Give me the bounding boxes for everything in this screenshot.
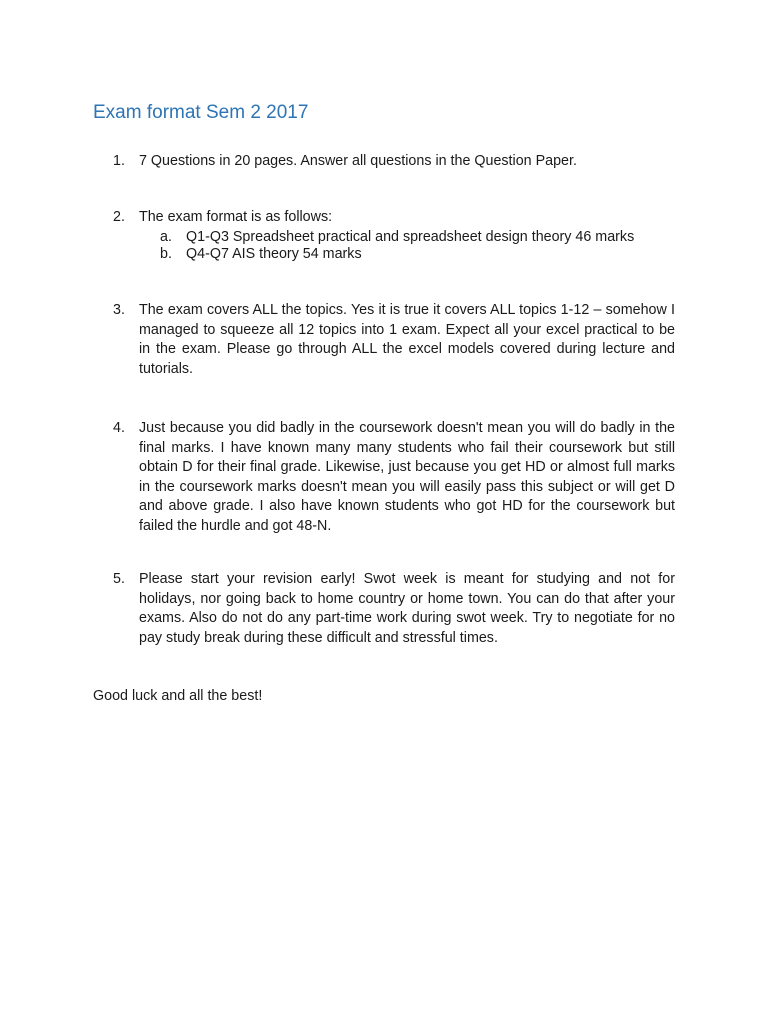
sub-item-b xyxy=(160,245,675,265)
list-item-2 xyxy=(113,208,675,265)
list-item-text: The exam covers ALL the topics. Yes it is true it covers ALL topics 1-12 – somehow I managed to squeeze all 12 topics into 1 exam. Expect all your excel practical to be in the exam. Please go through ALL the excel models covered during lecture and tutorials. xyxy=(139,302,675,377)
sub-item-letter: a. xyxy=(160,228,172,245)
sub-item-text: Q4-Q7 AIS theory 54 marks xyxy=(186,246,362,262)
list-item-text: 7 Questions in 20 pages. Answer all questions in the Question Paper. xyxy=(139,153,577,169)
list-item-text: Please start your revision early! Swot week is meant for studying and not for holidays, nor going back to home country or home town. You can do that after your exams. Also do not do any part-time work during swot week. Try to negotiate for no pay study break during these difficult and stressful times. xyxy=(139,571,675,646)
list-item-text: The exam format is as follows: xyxy=(139,209,333,225)
page-title: Exam format Sem 2 2017 xyxy=(93,102,309,123)
sub-item-letter: b. xyxy=(160,246,172,262)
list-number: 4. xyxy=(113,420,125,436)
list-item-5 xyxy=(113,570,675,648)
list-number: 5. xyxy=(113,571,125,587)
list-number: 1. xyxy=(113,153,125,169)
list-item-3 xyxy=(113,301,675,379)
sub-item-text: Q1-Q3 Spreadsheet practical and spreadsheet design theory 46 marks xyxy=(186,228,635,245)
list-number: 2. xyxy=(113,209,125,225)
list-item-1 xyxy=(113,152,675,172)
list-number: 3. xyxy=(113,302,125,318)
closing-text: Good luck and all the best! xyxy=(93,688,263,704)
list-item-4 xyxy=(113,419,675,536)
list-item-text: Just because you did badly in the coursework doesn't mean you will do badly in the final marks. I have known many many students who fail their coursework but still obtain D for their final grade. Likewise, just because you get HD or almost full marks in the coursework marks doesn't mean you will easily pass this subject or will get D and above grade. I also have known students who got HD for the coursework but failed the hurdle and got 48-N. xyxy=(139,420,675,534)
